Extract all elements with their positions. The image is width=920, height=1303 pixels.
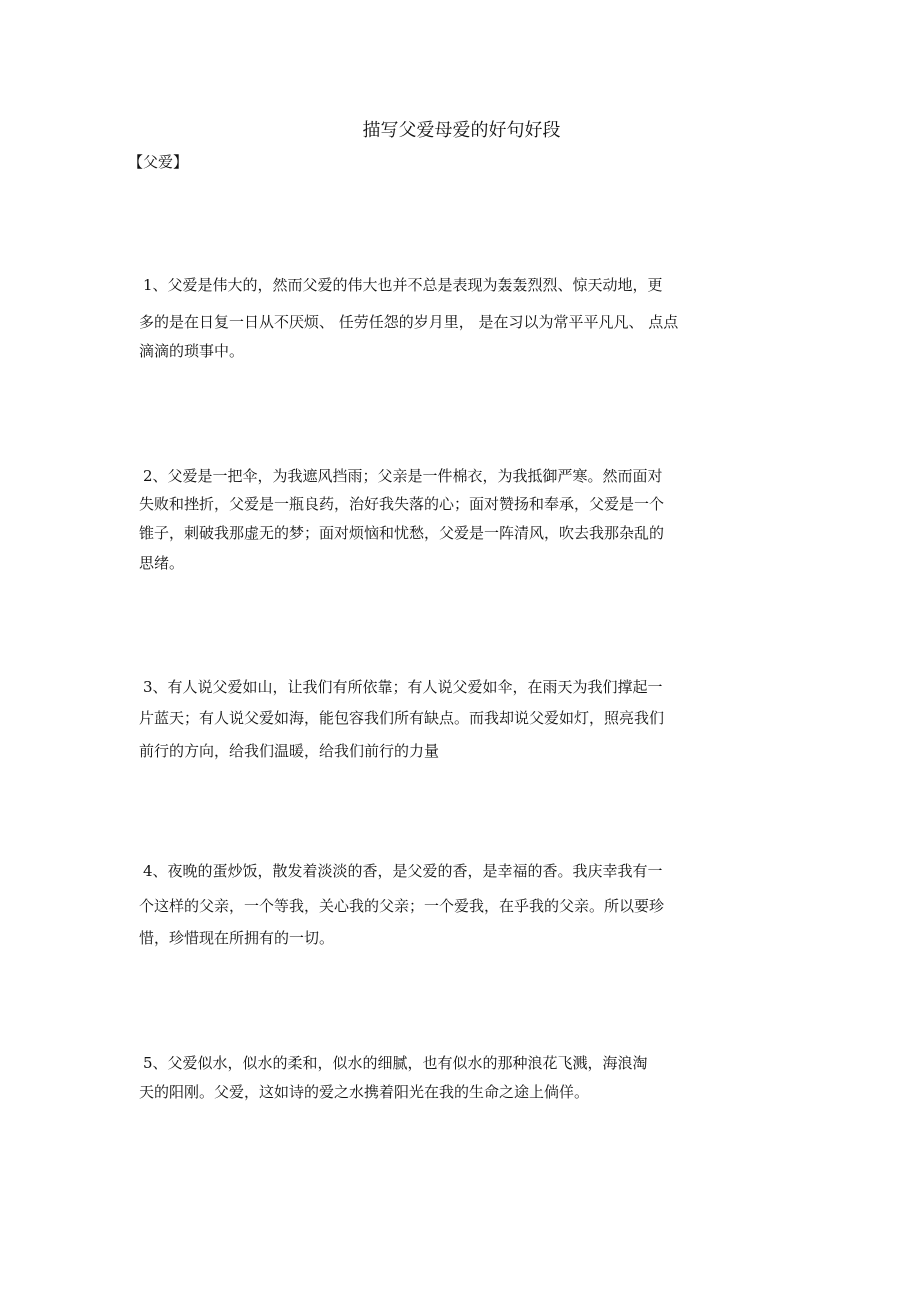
paragraph-line: 思绪。 [139, 554, 185, 572]
section-label-father-love: 【父爱】 [128, 153, 189, 171]
paragraph-line: 天的阳刚。父爱，这如诗的爱之水携着阳光在我的生命之途上倘佯。 [139, 1083, 590, 1101]
paragraph-line: 4、夜晚的蛋炒饭，散发着淡淡的香，是父爱的香，是幸福的香。我庆幸我有一 [143, 862, 663, 880]
paragraph-line: 2、父爱是一把伞，为我遮风挡雨；父亲是一件棉衣，为我抵御严寒。然而面对 [143, 467, 663, 485]
paragraph-line: 多的是在日复一日从不厌烦、 任劳任怨的岁月里， 是在习以为常平平凡凡、 点点 [139, 313, 679, 331]
paragraph-line: 惜，珍惜现在所拥有的一切。 [139, 929, 335, 947]
paragraph-line: 锥子，刺破我那虚无的梦；面对烦恼和忧愁，父爱是一阵清风，吹去我那杂乱的 [139, 524, 665, 542]
paragraph-line: 前行的方向，给我们温暖，给我们前行的力量 [139, 742, 440, 760]
paragraph-line: 3、有人说父爱如山，让我们有所依靠；有人说父爱如伞，在雨天为我们撑起一 [143, 678, 663, 696]
document-title: 描写父爱母爱的好句好段 [362, 120, 561, 141]
paragraph-line: 1、父爱是伟大的，然而父爱的伟大也并不总是表现为轰轰烈烈、惊天动地，更 [143, 276, 663, 294]
paragraph-line: 滴滴的琐事中。 [139, 342, 245, 360]
paragraph-line: 片蓝天；有人说父爱如海，能包容我们所有缺点。而我却说父爱如灯，照亮我们 [139, 709, 665, 727]
paragraph-line: 个这样的父亲，一个等我，关心我的父亲；一个爱我，在乎我的父亲。所以要珍 [139, 897, 665, 915]
paragraph-line: 失败和挫折，父爱是一瓶良药，治好我失落的心；面对赞扬和奉承，父爱是一个 [139, 495, 665, 513]
paragraph-line: 5、父爱似水，似水的柔和，似水的细腻，也有似水的那种浪花飞溅，海浪淘 [143, 1054, 648, 1072]
